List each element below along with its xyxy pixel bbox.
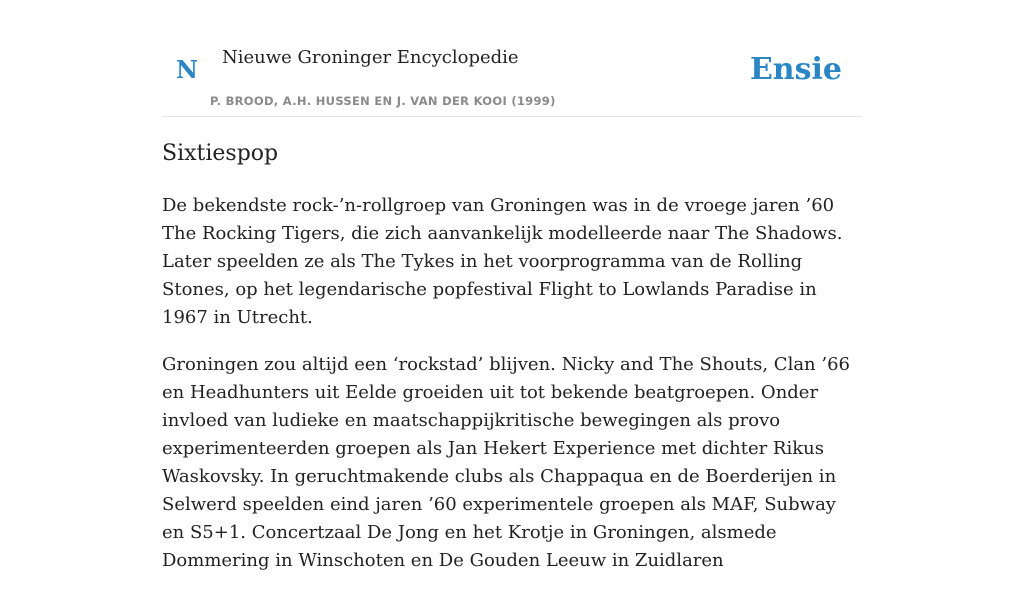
paragraph: De bekendste rock-’n-rollgroep van Groningen was in de vroege jaren ’60 The Rocking Tigers, die zich aanvankelijk modelleerde naar The Shadows. Later speelden ze als The Tykes in het voorprogramma van de Rolling Stones, op het legendarische popfestival Flight to Lowlands Paradise in 1967 in Utrecht. (162, 195, 843, 328)
entry-header (162, 0, 862, 117)
book-authors: P. BROOD, A.H. HUSSEN EN J. VAN DER KOOI (1999) (210, 94, 556, 108)
entry-content (162, 192, 862, 594)
entry-title: Sixtiespop (162, 141, 279, 166)
book-title-link[interactable]: Nieuwe Groninger Encyclopedie (222, 47, 519, 68)
encyclopedia-logo[interactable]: N (176, 55, 198, 84)
ensie-logo-link[interactable]: Ensie (749, 52, 842, 87)
page (162, 0, 862, 571)
paragraph: Groningen zou altijd een ‘rockstad’ blijven. Nicky and The Shouts, Clan ’66 en Headhunters uit Eelde groeiden uit tot bekende beatgroepen. Onder invloed van ludieke en maatschappijkritische bewegingen als provo experimenteerden groepen als Jan Hekert Experience met dichter Rikus Waskovsky. In geruchtmakende clubs als Chappaqua en de Boerderijen in Selwerd speelden eind jaren ’60 experimentele groepen als MAF, Subway en S5+1. Concertzaal De Jong en het Krotje in Groningen, alsmede Dommering in Winschoten en De Gouden Leeuw in Zuidlaren (162, 354, 850, 571)
